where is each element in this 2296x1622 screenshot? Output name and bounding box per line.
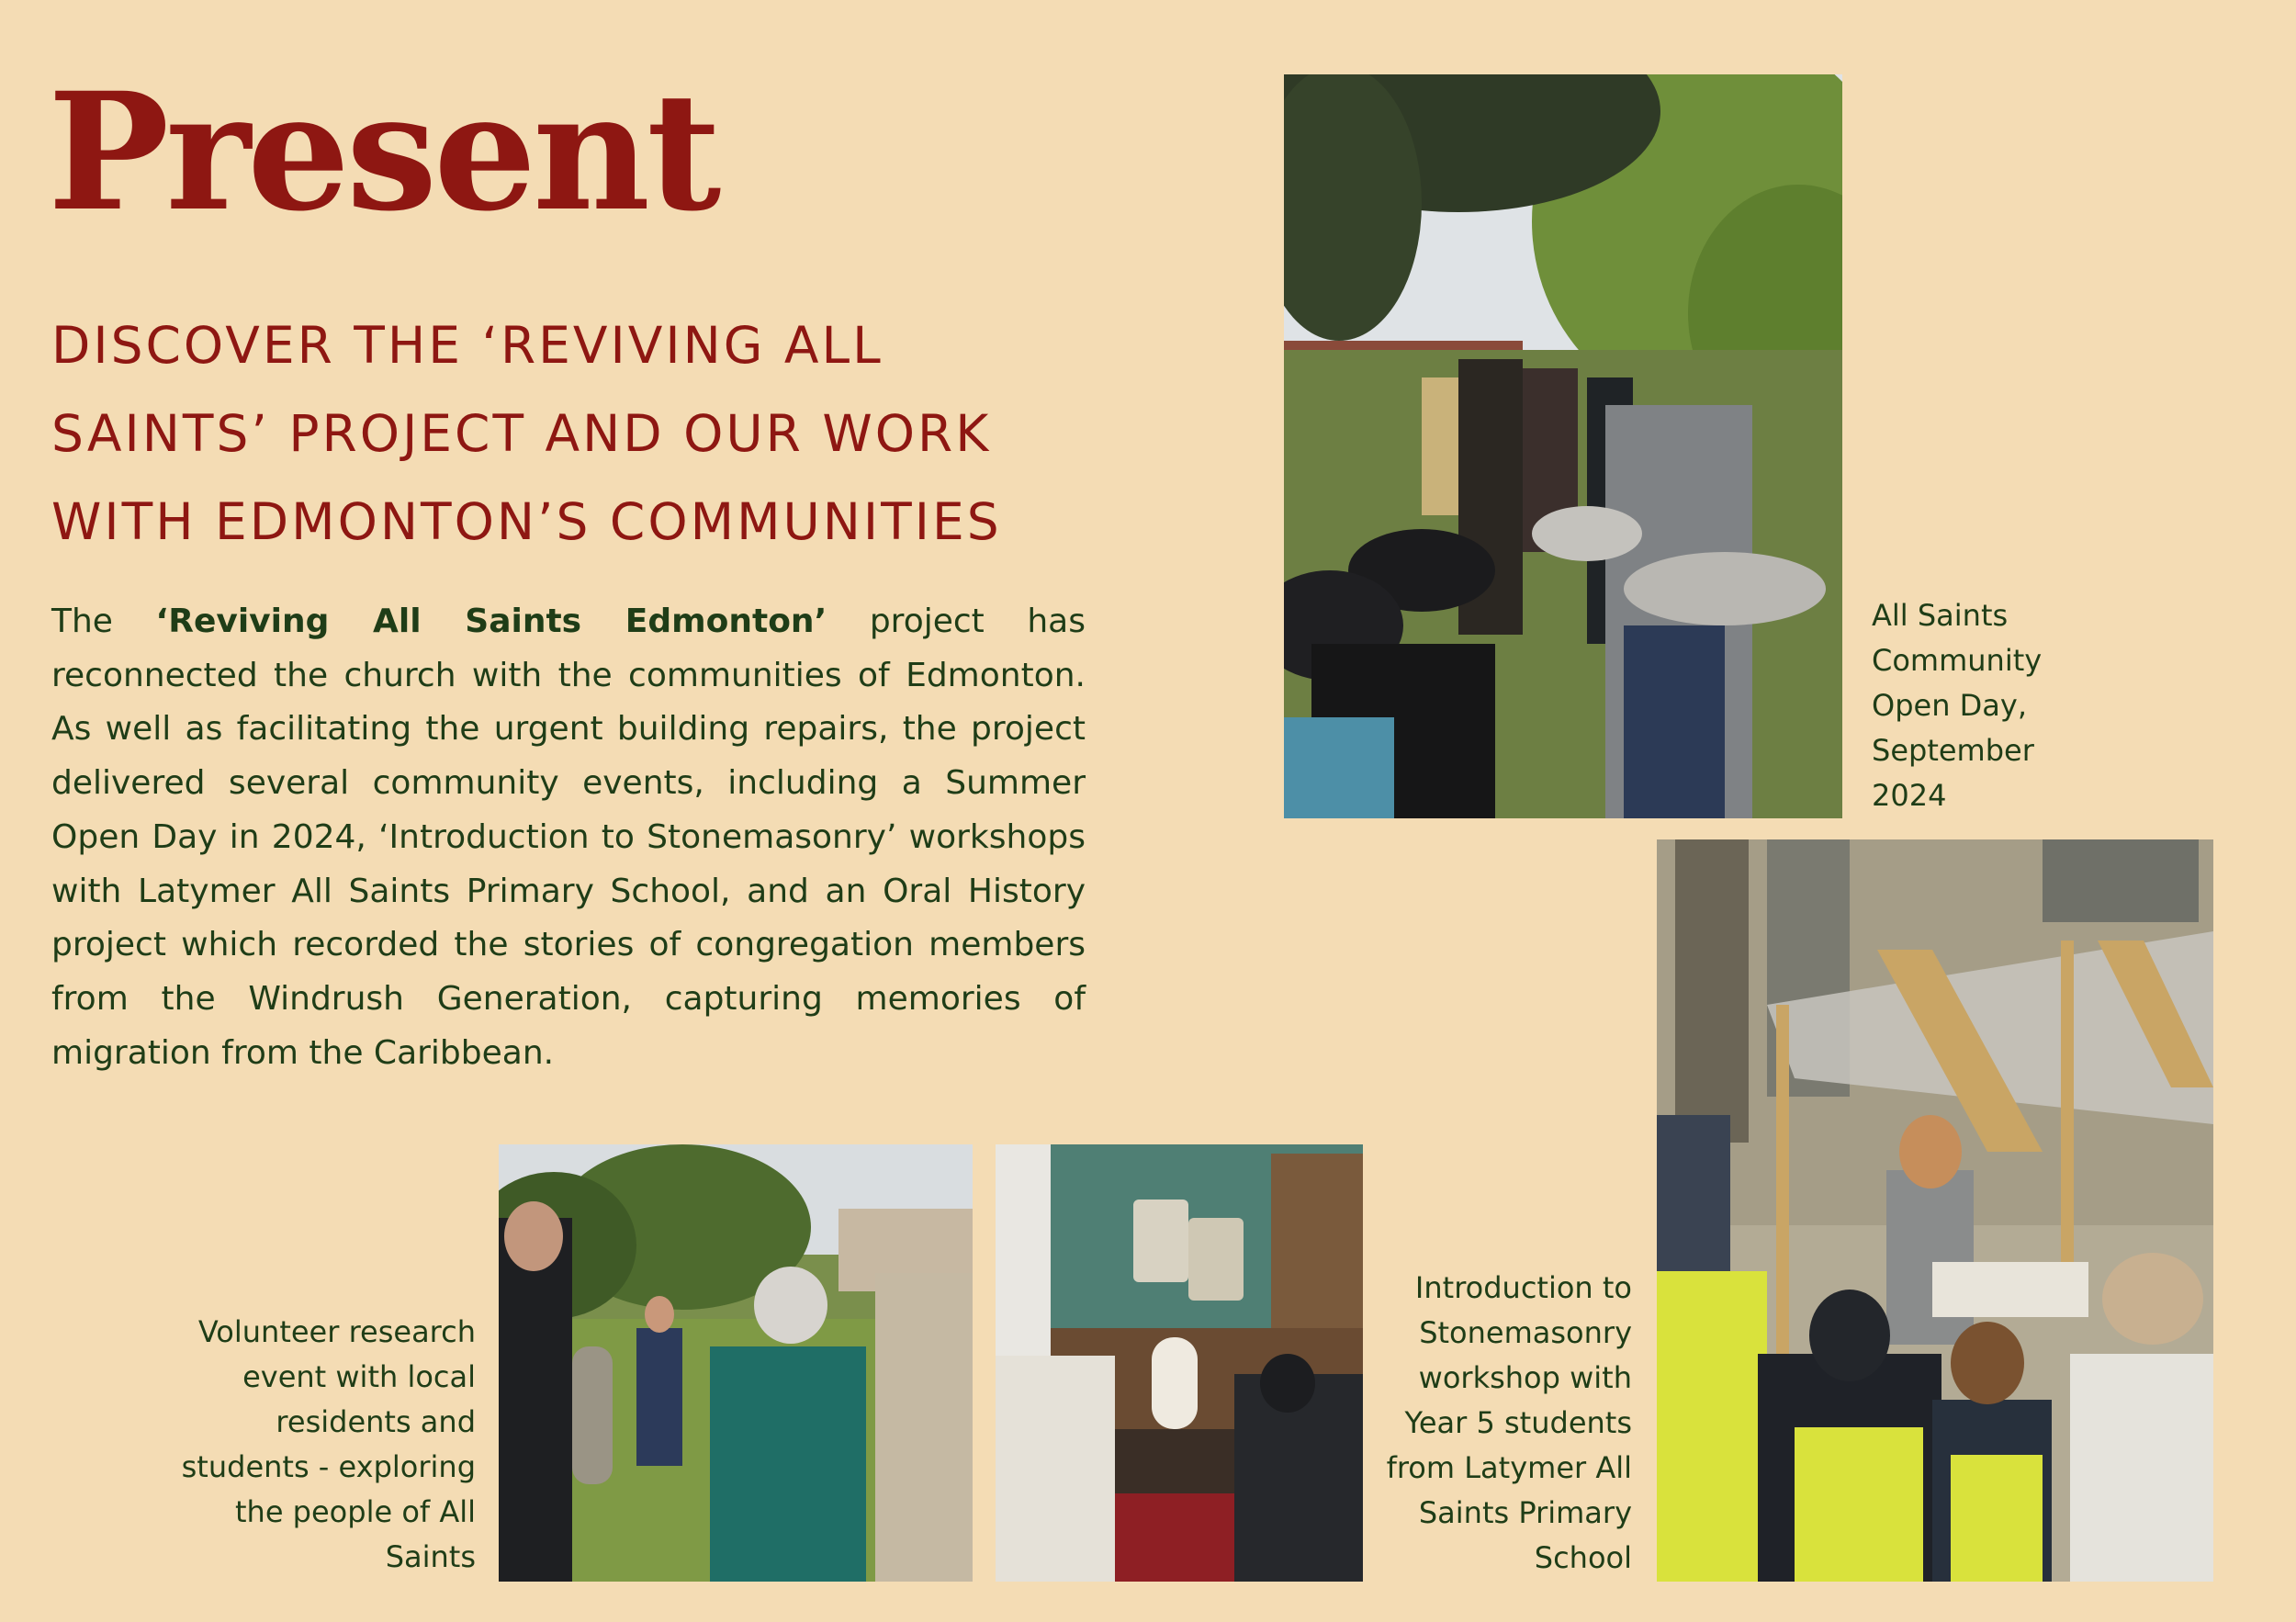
caption-line: event with local (242, 1359, 476, 1394)
description-rest: project has reconnected the church with the communities of Edmonton. As well as facilitating the urgent building repairs, the project delivered several community events, including a Summer Open Day in 2024, ‘Introduction to Stonemasonry’ workshops with Latymer All Saints Primary School, and an Oral History project which recorded the stories of congregation members from the Windrush Generation, capturing memories of migration from the Caribbean. (51, 603, 1086, 1072)
caption-line: Saints Primary (1418, 1495, 1632, 1530)
open-day-caption (1872, 593, 2083, 818)
caption-line: Introduction to (1414, 1270, 1632, 1305)
subtitle-line: DISCOVER THE ‘REVIVING ALL (51, 316, 884, 375)
caption-line: Community (1872, 643, 2043, 678)
church-interior-photo (996, 1144, 1363, 1582)
description-lead: The (51, 603, 156, 640)
caption-line: Stonemasonry (1419, 1315, 1632, 1350)
caption-line: the people of All (234, 1494, 476, 1529)
volunteer-event-caption (129, 1310, 476, 1580)
project-name: ‘Reviving All Saints Edmonton’ (155, 603, 827, 640)
volunteer-event-photo (499, 1144, 973, 1582)
caption-line: Year 5 students (1404, 1405, 1632, 1440)
caption-line: from Latymer All (1386, 1450, 1632, 1485)
caption-line: Saints (385, 1539, 476, 1574)
caption-line: 2024 (1872, 778, 1947, 813)
stonemasonry-photo (1657, 839, 2213, 1582)
caption-line: September (1872, 733, 2034, 768)
caption-line: School (1534, 1540, 1632, 1575)
caption-line: students - exploring (181, 1449, 476, 1484)
subtitle-line: SAINTS’ PROJECT AND OUR WORK (51, 404, 992, 463)
project-description (51, 595, 1086, 1080)
subtitle-line: WITH EDMONTON’S COMMUNITIES (51, 492, 1002, 551)
caption-line: Volunteer research (197, 1314, 476, 1349)
open-day-photo (1284, 74, 1842, 818)
caption-line: All Saints (1872, 598, 2009, 633)
page-title: Present (48, 57, 718, 247)
caption-line: workshop with (1418, 1360, 1632, 1395)
stonemasonry-caption (1368, 1266, 1632, 1581)
page-subtitle (51, 301, 1154, 566)
caption-line: residents and (276, 1404, 476, 1439)
caption-line: Open Day, (1872, 688, 2027, 723)
